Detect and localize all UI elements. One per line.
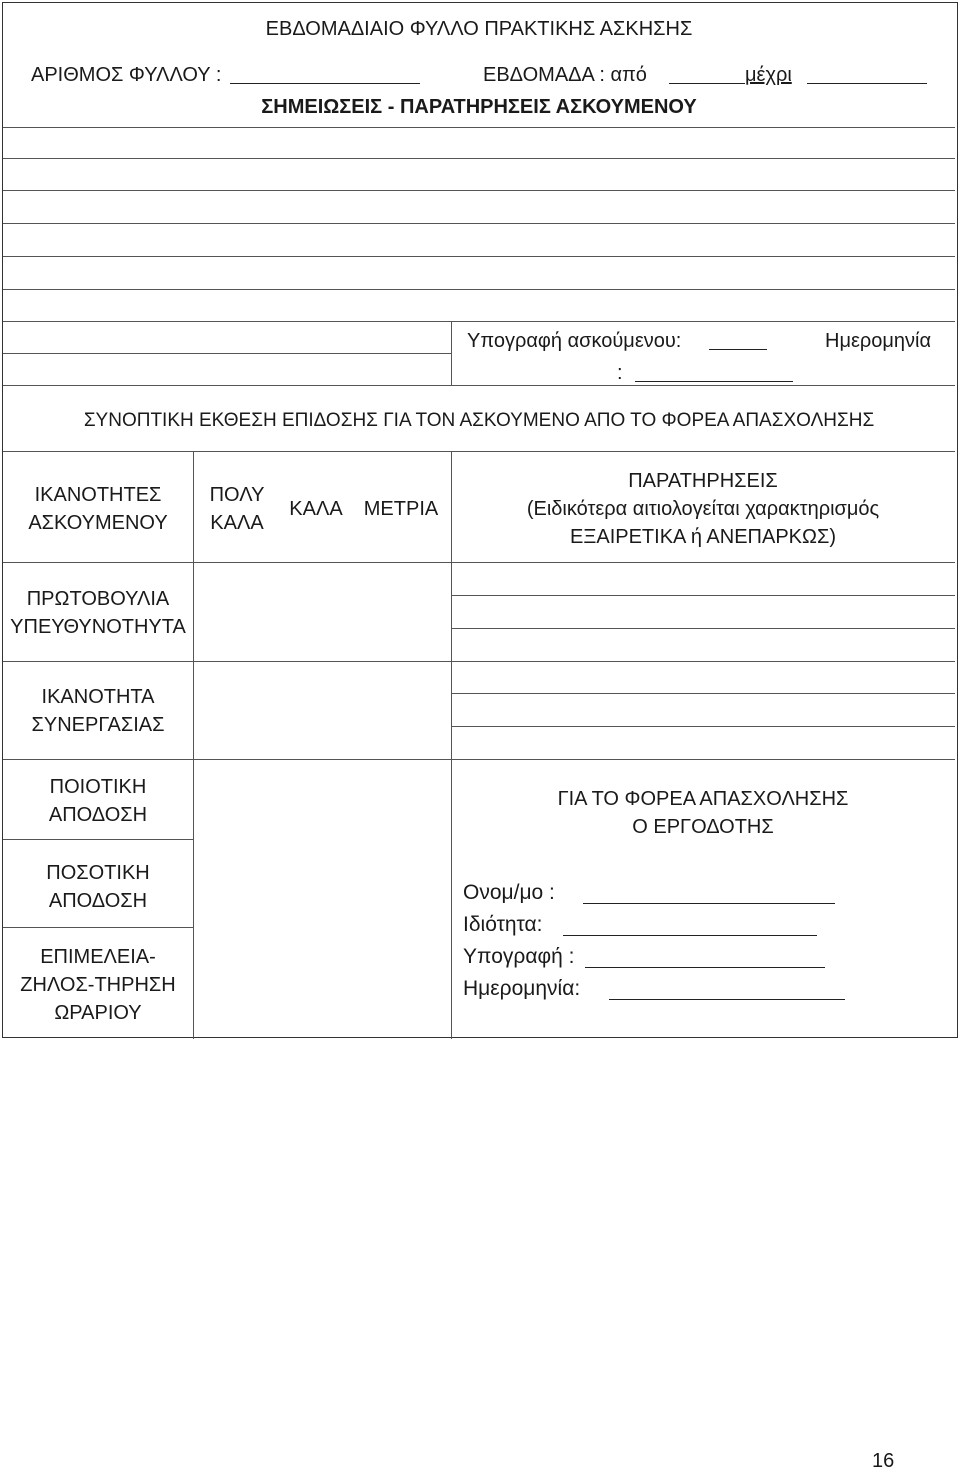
row-diligence-line1: ΕΠΙΜΕΛΕΙΑ- xyxy=(40,946,156,968)
col-very-good-line2: ΚΑΛΑ xyxy=(210,512,264,534)
sheet-number-label: ΑΡΙΘΜΟΣ ΦΥΛΛΟΥ : xyxy=(31,64,222,86)
row-quality-line2: ΑΠΟΔΟΣΗ xyxy=(48,804,148,826)
employer-role-field[interactable] xyxy=(563,915,817,936)
col-skills-line1: ΙΚΑΝΟΤΗΤΕΣ xyxy=(34,484,162,506)
practice-sheet-form xyxy=(2,2,958,1038)
col-skills-line2: ΑΣΚΟΥΜΕΝΟΥ xyxy=(28,512,168,534)
employer-signature-field[interactable] xyxy=(585,947,825,968)
remarks-line xyxy=(451,628,955,629)
col-border xyxy=(451,451,452,1039)
employer-date-label: Ημερομηνία: xyxy=(463,977,581,1000)
notes-line xyxy=(3,289,955,290)
trainee-date-field[interactable] xyxy=(635,361,793,382)
col-remarks-line3: ΕΞΑΙΡΕΤΙΚΑ ή ΑΝΕΠΑΡΚΩΣ) xyxy=(570,526,836,548)
week-from-field[interactable] xyxy=(669,63,745,84)
remarks-line xyxy=(451,693,955,694)
row-border xyxy=(3,661,955,662)
notes-line xyxy=(3,353,451,354)
form-title: ΕΒΔΟΜΑΔΙΑΙΟ ΦΥΛΛΟ ΠΡΑΚΤΙΚΗΣ ΑΣΚΗΣΗΣ xyxy=(265,18,693,40)
row-quantity-line2: ΑΠΟΔΟΣΗ xyxy=(48,890,148,912)
employer-title-line1: ΓΙΑ ΤΟ ΦΟΡΕΑ ΑΠΑΣΧΟΛΗΣΗΣ xyxy=(557,788,849,810)
row-initiative-line2: ΥΠΕΥΘΥΝΟΤΗΥΤΑ xyxy=(10,616,186,638)
col-remarks-line1: ΠΑΡΑΤΗΡΗΣΕΙΣ xyxy=(628,470,778,492)
remarks-line xyxy=(451,726,955,727)
table-top-border xyxy=(3,451,955,452)
col-average: ΜΕΤΡΙΑ xyxy=(363,498,439,520)
col-good: ΚΑΛΑ xyxy=(289,498,343,520)
trainee-date-label: Ημερομηνία xyxy=(825,330,932,352)
page-number: 16 xyxy=(872,1450,895,1472)
section-divider xyxy=(3,385,955,386)
notes-line xyxy=(3,223,955,224)
row-border xyxy=(3,927,193,928)
notes-line xyxy=(3,190,955,191)
employer-role-label: Ιδιότητα: xyxy=(463,913,543,936)
employer-signature-label: Υπογραφή : xyxy=(463,945,575,968)
trainee-signature-label: Υπογραφή ασκούμενου: xyxy=(467,330,682,352)
row-diligence-line2: ΖΗΛΟΣ-ΤΗΡΗΣΗ xyxy=(20,974,176,996)
week-to-label: μέχρι xyxy=(745,64,792,86)
row-initiative-line1: ΠΡΩΤΟΒΟΥΛΙΑ xyxy=(26,588,170,610)
row-diligence-line3: ΩΡΑΡΙΟΥ xyxy=(54,1002,142,1024)
col-border xyxy=(193,451,194,1039)
signature-cell-border xyxy=(451,321,452,385)
col-remarks-line2: (Ειδικότερα αιτιολογείται χαρακτηρισμός xyxy=(526,498,880,520)
evaluation-title: ΣΥΝΟΠΤΙΚΗ ΕΚΘΕΣΗ ΕΠΙΔΟΣΗΣ ΓΙΑ ΤΟΝ ΑΣΚΟΥΜΕΝΟ ΑΠΟ ΤΟ ΦΟΡΕΑ ΑΠΑΣΧΟΛΗΣΗΣ xyxy=(83,410,875,431)
sheet-number-field[interactable] xyxy=(230,63,420,84)
employer-title-line2: Ο ΕΡΓΟΔΟΤΗΣ xyxy=(632,816,774,838)
trainee-signature-field[interactable] xyxy=(709,329,767,350)
trainee-date-colon: : xyxy=(617,362,623,384)
row-quality-line1: ΠΟΙΟΤΙΚΗ xyxy=(49,776,147,798)
col-very-good-line1: ΠΟΛΥ xyxy=(209,484,265,506)
notes-line xyxy=(3,158,955,159)
notes-line xyxy=(3,256,955,257)
employer-name-field[interactable] xyxy=(583,883,835,904)
employer-name-label: Ονομ/μο : xyxy=(463,881,555,904)
row-border xyxy=(3,759,955,760)
notes-title: ΣΗΜΕΙΩΣΕΙΣ - ΠΑΡΑΤΗΡΗΣΕΙΣ ΑΣΚΟΥΜΕΝΟΥ xyxy=(261,96,697,118)
row-quantity-line1: ΠΟΣΟΤΙΚΗ xyxy=(46,862,150,884)
employer-date-field[interactable] xyxy=(609,979,845,1000)
remarks-line xyxy=(451,595,955,596)
header-bottom-border xyxy=(3,562,955,563)
row-border xyxy=(3,839,193,840)
row-cooperation-line1: ΙΚΑΝΟΤΗΤΑ xyxy=(41,686,155,708)
week-to-field[interactable] xyxy=(807,63,927,84)
notes-divider xyxy=(3,127,955,128)
row-cooperation-line2: ΣΥΝΕΡΓΑΣΙΑΣ xyxy=(31,714,165,736)
notes-line xyxy=(3,321,955,322)
week-from-label: ΕΒΔΟΜΑΔΑ : από xyxy=(483,64,647,86)
